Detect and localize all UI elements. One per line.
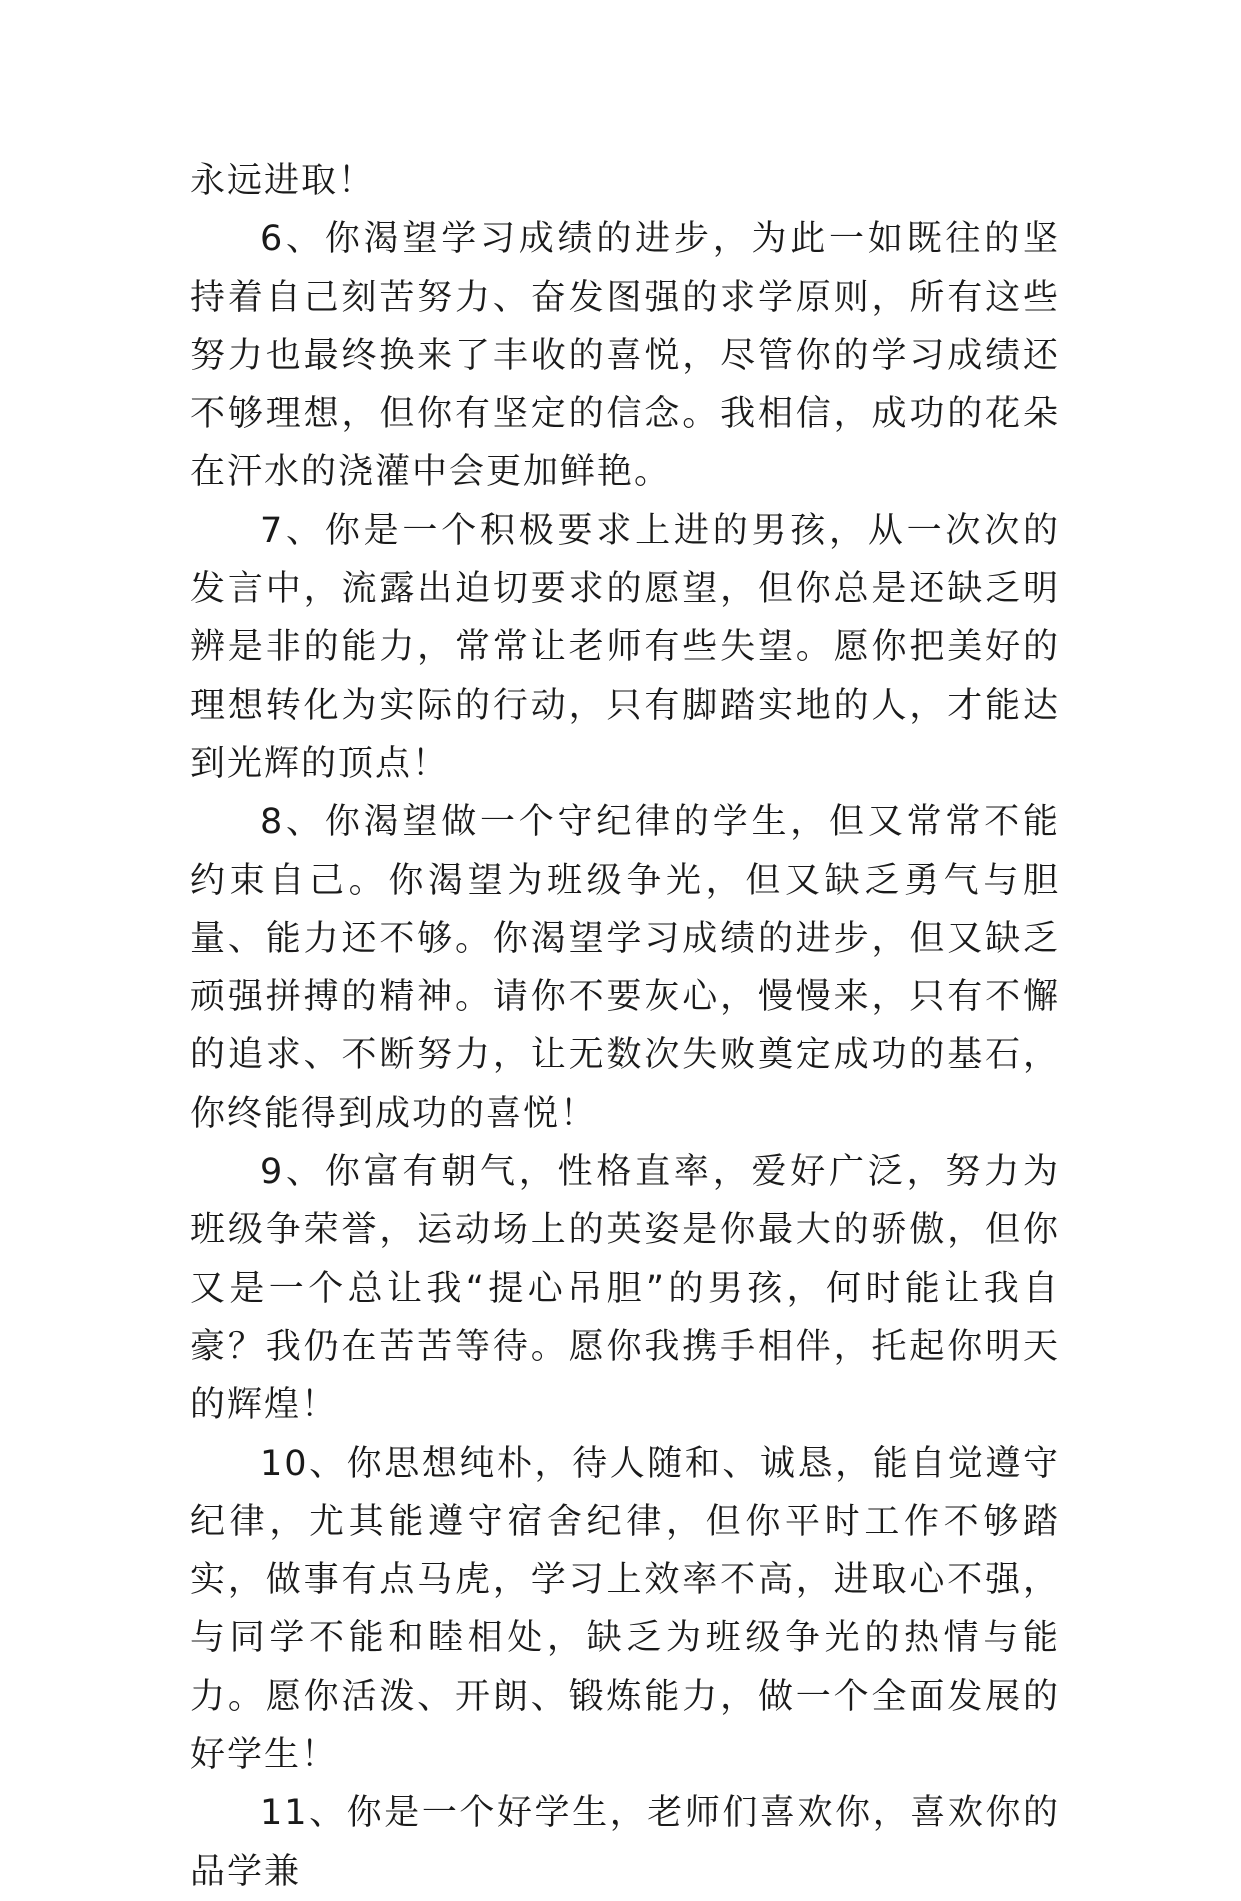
paragraph-comment-9: 9、你富有朝气，性格直率，爱好广泛，努力为班级争荣誉，运动场上的英姿是你最大的骄傲，但你又是一个总让我“提心吊胆”的男孩，何时能让我自豪？我仍在苦苦等待。愿你我携手相伴，托起你明天的辉煌！ [190,1152,1060,1426]
paragraph-continuation: 永远进取！ [190,161,376,201]
paragraph-comment-8: 8、你渴望做一个守纪律的学生，但又常常不能约束自己。你渴望为班级争光，但又缺乏勇气与胆量、能力还不够。你渴望学习成绩的进步，但又缺乏顽强拼搏的精神。请你不要灰心，慢慢来，只有不懈的追求、不断努力，让无数次失败奠定成功的基石，你终能得到成功的喜悦！ [190,802,1060,1134]
paragraph-comment-10: 10、你思想纯朴，待人随和、诚恳，能自觉遵守纪律，尤其能遵守宿舍纪律，但你平时工作不够踏实，做事有点马虎，学习上效率不高，进取心不强，与同学不能和睦相处，缺乏为班级争光的热情与能力。愿你活泼、开朗、锻炼能力，做一个全面发展的好学生！ [190,1443,1060,1776]
paragraph-comment-7: 7、你是一个积极要求上进的男孩，从一次次的发言中，流露出迫切要求的愿望，但你总是还缺乏明辨是非的能力，常常让老师有些失望。愿你把美好的理想转化为实际的行动，只有脚踏实地的人，才能达到光辉的顶点！ [190,510,1060,784]
paragraph-comment-11: 11、你是一个好学生，老师们喜欢你，喜欢你的品学兼 [190,1793,1060,1892]
paragraph-comment-6: 6、你渴望学习成绩的进步，为此一如既往的坚持着自己刻苦努力、奋发图强的求学原则，所有这些努力也最终换来了丰收的喜悦，尽管你的学习成绩还不够理想，但你有坚定的信念。我相信，成功的花朵在汗水的浇灌中会更加鲜艳。 [190,219,1060,493]
document-body [190,152,1060,1901]
